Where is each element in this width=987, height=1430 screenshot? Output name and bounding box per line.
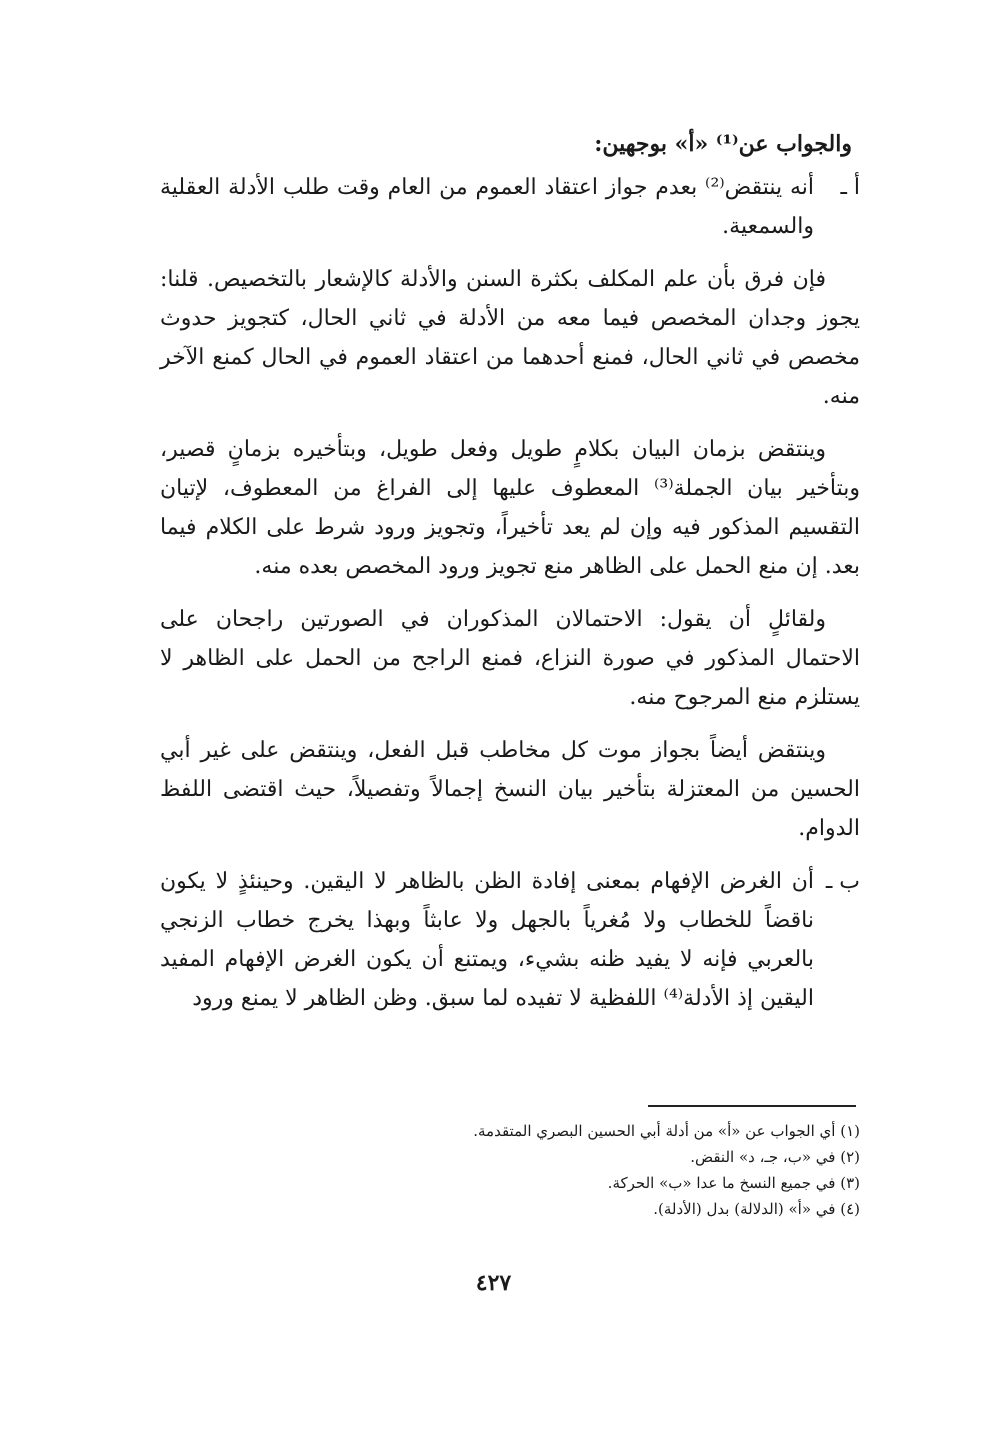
section-heading: والجواب عن⁽¹⁾ «أ» بوجهين: <box>594 131 852 157</box>
item-b-label: ب ـ <box>825 869 860 894</box>
footnotes <box>380 1118 860 1222</box>
page-number: ٤٢٧ <box>475 1270 512 1296</box>
item-b <box>160 862 860 1018</box>
footnote: (٤) في «أ» (الدلالة) بدل (الأدلة). <box>653 1200 860 1218</box>
item-b-text: أن الغرض الإفهام بمعنى إفادة الظن بالظاهر لا اليقين. وحينئذٍ لا يكون ناقضاً للخطاب ولا مُغرياً بالجهل ولا عابثاً وبهذا يخرج خطاب الزنجي بالعربي فإنه لا يفيد ظنه بشيء، ويمتنع أن يكون الغرض الإفهام المفيد اليقين إذ الأدلة⁽⁴⁾ اللفظية لا تفيده لما سبق. وظن الظاهر لا يمنع ورود <box>160 869 814 1011</box>
item-a <box>160 168 860 246</box>
item-a-label: أ ـ <box>840 175 860 200</box>
item-a-text: أنه ينتقض⁽²⁾ بعدم جواز اعتقاد العموم من العام وقت طلب الأدلة العقلية والسمعية. <box>160 175 814 239</box>
paragraph: ولقائلٍ أن يقول: الاحتمالان المذكوران في الصورتين راجحان على الاحتمال المذكور في صورة النزاع، فمنع الراجح من الحمل على الظاهر لا يستلزم منع المرجوح منه. <box>160 607 860 710</box>
footnote-divider <box>648 1105 856 1107</box>
paragraph: وينتقض أيضاً بجواز موت كل مخاطب قبل الفعل، وينتقض على غير أبي الحسين من المعتزلة بتأخير بيان النسخ إجمالاً وتفصيلاً، حيث اقتضى اللفظ الدوام. <box>160 738 860 841</box>
paragraph: فإن فرق بأن علم المكلف بكثرة السنن والأدلة كالإشعار بالتخصيص. قلنا: يجوز وجدان المخصص فيما معه من الأدلة في ثاني الحال، كتجويز حدوث مخصص في ثاني الحال، فمنع أحدهما من اعتقاد العموم في الحال كمنع الآخر منه. <box>160 267 860 409</box>
footnote: (١) أي الجواب عن «أ» من أدلة أبي الحسين البصري المتقدمة. <box>473 1122 860 1140</box>
footnote: (٢) في «ب، جـ، د» النقض. <box>690 1148 860 1166</box>
footnote: (٣) في جميع النسخ ما عدا «ب» الحركة. <box>607 1174 860 1192</box>
paragraph: وينتقض بزمان البيان بكلامٍ طويل وفعل طويل، وبتأخيره بزمانٍ قصير، وبتأخير بيان الجملة⁽³⁾ المعطوف عليها إلى الفراغ من المعطوف، لإتيان التقسيم المذكور فيه وإن لم يعد تأخيراً، وتجويز ورود شرط على الكلام فيما بعد. إن منع الحمل على الظاهر منع تجويز ورود المخصص بعده منه. <box>160 437 860 579</box>
main-text <box>160 125 860 1032</box>
